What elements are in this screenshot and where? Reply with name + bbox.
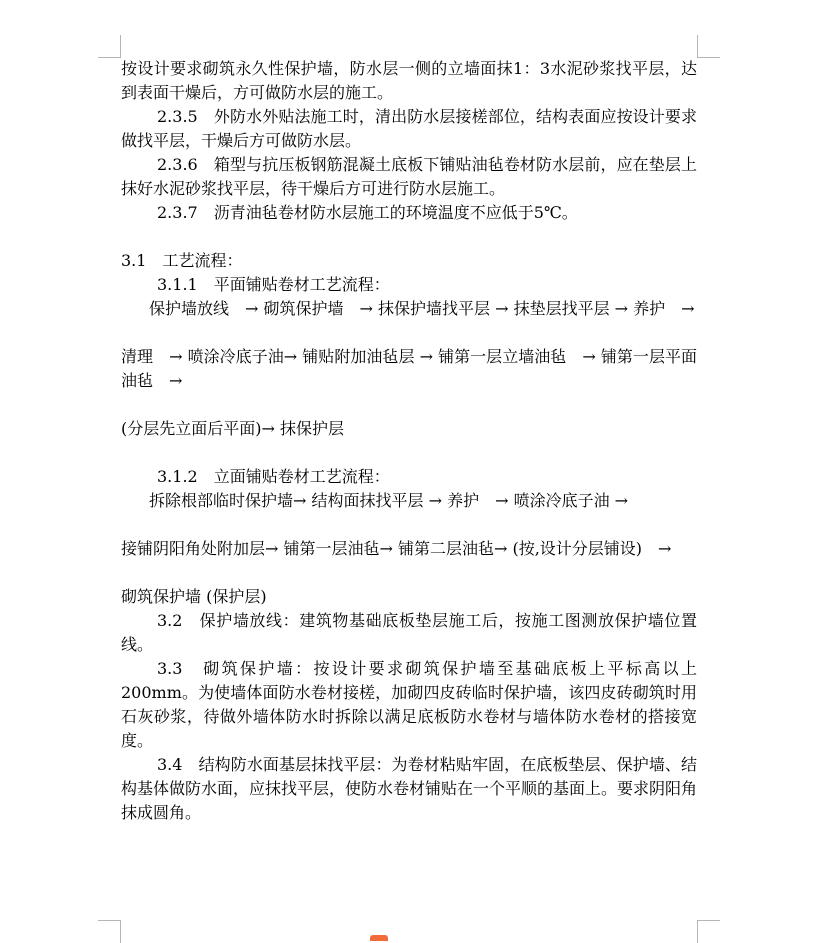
paragraph: 2.3.5 外防水外贴法施工时，清出防水层接槎部位，结构表面应按设计要求做找平层，干燥后方可做防水层。 — [121, 107, 697, 150]
process-flow-line: (分层先立面后平面)→ 抹保护层 — [121, 419, 344, 438]
process-flow-line: 保护墙放线 → 砌筑保护墙 → 抹保护墙找平层 → 抹垫层找平层 → 养护 → — [149, 299, 695, 318]
paragraph: 3.2 保护墙放线：建筑物基础底板垫层施工后，按施工图测放保护墙位置线。 — [121, 611, 697, 654]
blank-line — [121, 441, 697, 465]
page-corner-mark-bottom-right — [697, 920, 720, 943]
bottom-edge-mark — [370, 935, 388, 941]
subsection-heading: 3.1.1 平面铺贴卷材工艺流程： — [157, 275, 390, 294]
blank-line — [121, 321, 697, 345]
paragraph: 3.3 砌筑保护墙：按设计要求砌筑保护墙至基础底板上平标高以上200mm。为使墙体面防水卷材接槎，加砌四皮砖临时保护墙，该四皮砖砌筑时用石灰砂浆，待做外墙体防水时拆除以满足底板防水卷材与墙体防水卷材的搭接宽度。 — [121, 659, 697, 750]
page-corner-mark-top-left — [98, 35, 121, 58]
blank-line — [121, 393, 697, 417]
paragraph: 3.4 结构防水面基层抹找平层：为卷材粘贴牢固，在底板垫层、保护墙、结构基体做防水面，应抹找平层，使防水卷材铺贴在一个平顺的基面上。要求阴阳角抹成圆角。 — [121, 755, 698, 822]
process-flow-line: 拆除根部临时保护墙→ 结构面抹找平层 → 养护 → 喷涂冷底子油 → — [149, 491, 629, 510]
paragraph: 按设计要求砌筑永久性保护墙，防水层一侧的立墙面抹1：3水泥砂浆找平层，达到表面干燥后，方可做防水层的施工。 — [121, 59, 697, 102]
blank-line — [121, 225, 697, 249]
blank-line — [121, 513, 697, 537]
page-corner-mark-bottom-left — [98, 920, 121, 943]
process-flow-line: 砌筑保护墙 (保护层) — [121, 587, 267, 606]
blank-line — [121, 561, 697, 585]
paragraph: 2.3.7 沥青油毡卷材防水层施工的环境温度不应低于5℃。 — [157, 203, 578, 222]
page-corner-mark-top-right — [697, 35, 720, 58]
process-flow-line: 清理 → 喷涂冷底子油→ 铺贴附加油毡层 → 铺第一层立墙油毡 → 铺第一层平面油毡 → — [121, 347, 697, 390]
subsection-heading: 3.1.2 立面铺贴卷材工艺流程： — [157, 467, 390, 486]
paragraph: 2.3.6 箱型与抗压板钢筋混凝土底板下铺贴油毡卷材防水层前，应在垫层上抹好水泥砂浆找平层，待干燥后方可进行防水层施工。 — [121, 155, 697, 198]
process-flow-line: 接铺阴阳角处附加层→ 铺第一层油毡→ 铺第二层油毡→ (按,设计分层铺设) → — [121, 539, 672, 558]
section-heading: 3.1 工艺流程： — [121, 251, 243, 270]
document-body — [121, 57, 697, 825]
